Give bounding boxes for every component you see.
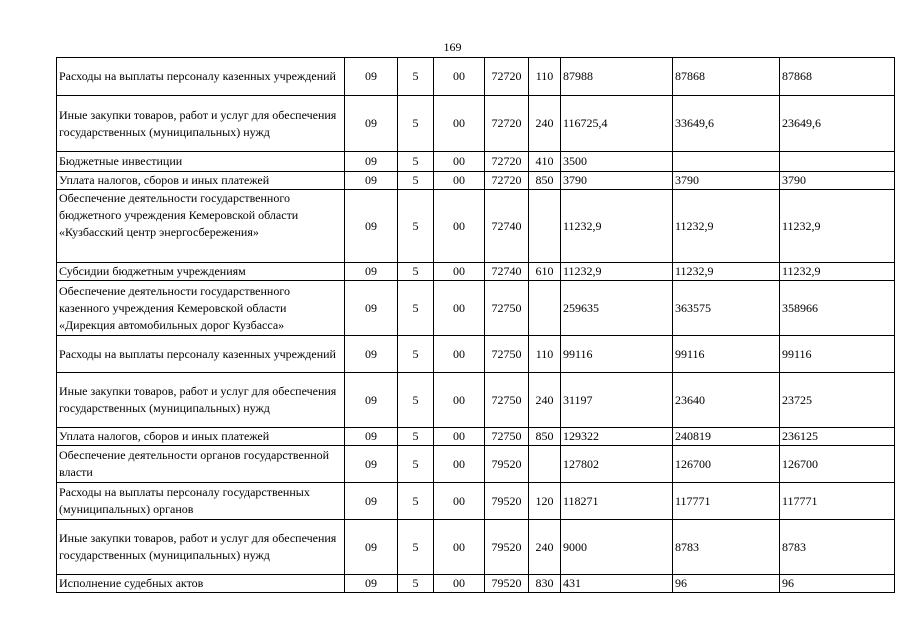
- amount-year-3: 236125: [780, 428, 895, 446]
- section-code: 09: [345, 152, 398, 172]
- expense-type-code: 830: [529, 575, 561, 593]
- amount-year-1: 3500: [561, 152, 673, 172]
- program-code: 5: [398, 336, 434, 373]
- program-code: 5: [398, 428, 434, 446]
- amount-year-2: 117771: [673, 483, 780, 520]
- amount-year-1: 87988: [561, 58, 673, 96]
- amount-year-2: 363575: [673, 281, 780, 336]
- expense-name: Обеспечение деятельности органов государственной власти: [57, 446, 345, 483]
- expense-type-code: 110: [529, 58, 561, 96]
- amount-year-2: 87868: [673, 58, 780, 96]
- program-code: 5: [398, 483, 434, 520]
- target-code: 72750: [485, 428, 529, 446]
- table-row: [57, 152, 895, 172]
- table-row: [57, 190, 895, 263]
- amount-year-2: 126700: [673, 446, 780, 483]
- program-code: 5: [398, 575, 434, 593]
- expense-name: Уплата налогов, сборов и иных платежей: [57, 428, 345, 446]
- table-row: [57, 520, 895, 575]
- program-code: 5: [398, 373, 434, 428]
- expense-name: Расходы на выплаты персоналу казенных учреждений: [57, 58, 345, 96]
- amount-year-3: [780, 152, 895, 172]
- subprogram-code: 00: [434, 336, 485, 373]
- program-code: 5: [398, 152, 434, 172]
- expense-type-code: 240: [529, 96, 561, 152]
- table-row: [57, 483, 895, 520]
- subprogram-code: 00: [434, 190, 485, 263]
- expense-name: Иные закупки товаров, работ и услуг для обеспечения государственных (муниципальных) нужд: [57, 373, 345, 428]
- amount-year-3: 358966: [780, 281, 895, 336]
- table-row: [57, 373, 895, 428]
- expense-name: Расходы на выплаты персоналу государственных (муниципальных) органов: [57, 483, 345, 520]
- target-code: 79520: [485, 520, 529, 575]
- expense-type-code: 120: [529, 483, 561, 520]
- expense-type-code: 410: [529, 152, 561, 172]
- target-code: 72720: [485, 58, 529, 96]
- amount-year-2: 11232,9: [673, 263, 780, 281]
- program-code: 5: [398, 96, 434, 152]
- expense-type-code: 240: [529, 373, 561, 428]
- target-code: 72750: [485, 373, 529, 428]
- amount-year-1: 129322: [561, 428, 673, 446]
- amount-year-3: 3790: [780, 172, 895, 190]
- expense-type-code: [529, 190, 561, 263]
- program-code: 5: [398, 520, 434, 575]
- section-code: 09: [345, 58, 398, 96]
- amount-year-3: 87868: [780, 58, 895, 96]
- amount-year-2: 3790: [673, 172, 780, 190]
- section-code: 09: [345, 172, 398, 190]
- table-row: [57, 281, 895, 336]
- program-code: 5: [398, 58, 434, 96]
- target-code: 72750: [485, 336, 529, 373]
- subprogram-code: 00: [434, 520, 485, 575]
- amount-year-2: 99116: [673, 336, 780, 373]
- subprogram-code: 00: [434, 172, 485, 190]
- amount-year-1: 118271: [561, 483, 673, 520]
- amount-year-3: 117771: [780, 483, 895, 520]
- subprogram-code: 00: [434, 483, 485, 520]
- table-row: [57, 58, 895, 96]
- amount-year-3: 23649,6: [780, 96, 895, 152]
- expense-name: Расходы на выплаты персоналу казенных учреждений: [57, 336, 345, 373]
- amount-year-1: 9000: [561, 520, 673, 575]
- section-code: 09: [345, 428, 398, 446]
- program-code: 5: [398, 281, 434, 336]
- expense-name: Субсидии бюджетным учреждениям: [57, 263, 345, 281]
- target-code: 72720: [485, 96, 529, 152]
- amount-year-3: 8783: [780, 520, 895, 575]
- table-row: [57, 172, 895, 190]
- target-code: 79520: [485, 446, 529, 483]
- amount-year-3: 126700: [780, 446, 895, 483]
- subprogram-code: 00: [434, 152, 485, 172]
- section-code: 09: [345, 520, 398, 575]
- expense-name: Обеспечение деятельности государственного бюджетного учреждения Кемеровской области «Кузбасский центр энергосбережения»: [57, 190, 345, 263]
- expense-name: Иные закупки товаров, работ и услуг для обеспечения государственных (муниципальных) нужд: [57, 520, 345, 575]
- amount-year-2: 11232,9: [673, 190, 780, 263]
- target-code: 72750: [485, 281, 529, 336]
- amount-year-3: 96: [780, 575, 895, 593]
- amount-year-1: 431: [561, 575, 673, 593]
- amount-year-1: 127802: [561, 446, 673, 483]
- amount-year-1: 11232,9: [561, 190, 673, 263]
- section-code: 09: [345, 263, 398, 281]
- table-row: [57, 336, 895, 373]
- target-code: 79520: [485, 575, 529, 593]
- amount-year-3: 99116: [780, 336, 895, 373]
- expense-name: Обеспечение деятельности государственного казенного учреждения Кемеровской области «Дирекция автомобильных дорог Кузбасса»: [57, 281, 345, 336]
- expense-type-code: 850: [529, 172, 561, 190]
- table-row: [57, 575, 895, 593]
- subprogram-code: 00: [434, 58, 485, 96]
- target-code: 72720: [485, 172, 529, 190]
- target-code: 79520: [485, 483, 529, 520]
- expense-type-code: 110: [529, 336, 561, 373]
- expense-type-code: [529, 446, 561, 483]
- section-code: 09: [345, 446, 398, 483]
- page-number: 169: [443, 40, 462, 54]
- subprogram-code: 00: [434, 446, 485, 483]
- table-row: [57, 96, 895, 152]
- subprogram-code: 00: [434, 281, 485, 336]
- section-code: 09: [345, 190, 398, 263]
- expense-name: Бюджетные инвестиции: [57, 152, 345, 172]
- target-code: 72740: [485, 263, 529, 281]
- expense-type-code: 240: [529, 520, 561, 575]
- amount-year-2: 8783: [673, 520, 780, 575]
- amount-year-1: 116725,4: [561, 96, 673, 152]
- amount-year-1: 3790: [561, 172, 673, 190]
- amount-year-1: 11232,9: [561, 263, 673, 281]
- section-code: 09: [345, 336, 398, 373]
- amount-year-2: 23640: [673, 373, 780, 428]
- amount-year-1: 31197: [561, 373, 673, 428]
- subprogram-code: 00: [434, 373, 485, 428]
- amount-year-1: 99116: [561, 336, 673, 373]
- section-code: 09: [345, 96, 398, 152]
- amount-year-2: [673, 152, 780, 172]
- subprogram-code: 00: [434, 428, 485, 446]
- section-code: 09: [345, 575, 398, 593]
- subprogram-code: 00: [434, 263, 485, 281]
- table-row: [57, 263, 895, 281]
- subprogram-code: 00: [434, 575, 485, 593]
- expense-name: Иные закупки товаров, работ и услуг для обеспечения государственных (муниципальных) нужд: [57, 96, 345, 152]
- target-code: 72740: [485, 190, 529, 263]
- program-code: 5: [398, 172, 434, 190]
- amount-year-2: 33649,6: [673, 96, 780, 152]
- program-code: 5: [398, 263, 434, 281]
- amount-year-3: 11232,9: [780, 190, 895, 263]
- budget-table: [56, 57, 895, 593]
- amount-year-3: 23725: [780, 373, 895, 428]
- amount-year-2: 240819: [673, 428, 780, 446]
- expense-type-code: 850: [529, 428, 561, 446]
- expense-type-code: [529, 281, 561, 336]
- target-code: 72720: [485, 152, 529, 172]
- table-row: [57, 446, 895, 483]
- program-code: 5: [398, 446, 434, 483]
- subprogram-code: 00: [434, 96, 485, 152]
- section-code: 09: [345, 373, 398, 428]
- program-code: 5: [398, 190, 434, 263]
- amount-year-3: 11232,9: [780, 263, 895, 281]
- expense-name: Исполнение судебных актов: [57, 575, 345, 593]
- expense-name: Уплата налогов, сборов и иных платежей: [57, 172, 345, 190]
- section-code: 09: [345, 281, 398, 336]
- expense-type-code: 610: [529, 263, 561, 281]
- amount-year-1: 259635: [561, 281, 673, 336]
- section-code: 09: [345, 483, 398, 520]
- amount-year-2: 96: [673, 575, 780, 593]
- table-row: [57, 428, 895, 446]
